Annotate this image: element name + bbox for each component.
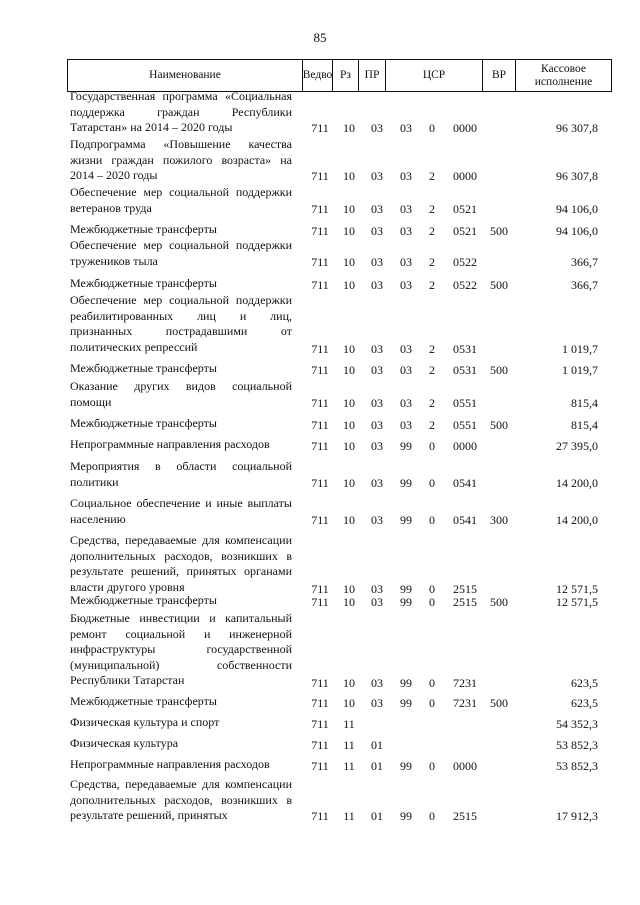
row-vedo: 711 <box>311 439 329 453</box>
row-csr2: 0 <box>429 676 435 690</box>
row-csr3: 0521 <box>453 224 477 238</box>
row-vedo: 711 <box>311 759 329 773</box>
row-csr2: 0 <box>429 582 435 596</box>
row-csr2: 0 <box>429 513 435 527</box>
row-rz: 10 <box>343 202 355 216</box>
row-name: Средства, передаваемые для компенсации дополнительных расходов, возникших в результате решений, принятых <box>70 777 292 822</box>
row-sum: 96 307,8 <box>556 121 598 135</box>
row-vedo: 711 <box>311 396 329 410</box>
row-pr: 03 <box>371 513 383 527</box>
table-row <box>0 715 640 732</box>
row-vr: 500 <box>490 224 508 238</box>
row-name: Обеспечение мер социальной поддержки ветеранов труда <box>70 185 292 215</box>
row-sum: 366,7 <box>571 255 598 269</box>
row-vedo: 711 <box>311 513 329 527</box>
row-rz: 10 <box>343 595 355 609</box>
row-csr1: 03 <box>400 121 412 135</box>
row-name: Межбюджетные трансферты <box>70 416 217 430</box>
table-row <box>0 459 640 491</box>
row-name: Обеспечение мер социальной поддержки реабилитированных лиц и лиц, признанных пострадавшими от политических репрессий <box>70 293 292 354</box>
table-row <box>0 238 640 270</box>
row-vedo: 711 <box>311 476 329 490</box>
row-sum: 94 106,0 <box>556 224 598 238</box>
row-csr1: 03 <box>400 363 412 377</box>
row-vr: 300 <box>490 513 508 527</box>
row-name: Межбюджетные трансферты <box>70 276 217 290</box>
row-csr1: 99 <box>400 595 412 609</box>
row-vedo: 711 <box>311 595 329 609</box>
header-rz: Рз <box>333 60 359 91</box>
row-rz: 10 <box>343 169 355 183</box>
row-rz: 10 <box>343 439 355 453</box>
row-csr3: 0000 <box>453 169 477 183</box>
row-pr: 03 <box>371 342 383 356</box>
row-pr: 03 <box>371 121 383 135</box>
row-pr: 01 <box>371 738 383 752</box>
table-row <box>0 293 640 357</box>
row-name: Подпрограмма «Повышение качества жизни граждан пожилого возраста» на 2014 – 2020 годы <box>70 137 292 182</box>
row-sum: 96 307,8 <box>556 169 598 183</box>
header-pr: ПР <box>359 60 386 91</box>
row-sum: 815,4 <box>571 418 598 432</box>
row-sum: 12 571,5 <box>556 595 598 609</box>
row-csr1: 99 <box>400 759 412 773</box>
row-csr2: 0 <box>429 476 435 490</box>
row-csr1: 99 <box>400 476 412 490</box>
row-vr: 500 <box>490 418 508 432</box>
table-row <box>0 437 640 454</box>
row-csr3: 0541 <box>453 476 477 490</box>
row-sum: 623,5 <box>571 676 598 690</box>
row-vedo: 711 <box>311 809 329 823</box>
row-csr2: 0 <box>429 439 435 453</box>
row-rz: 10 <box>343 363 355 377</box>
row-csr3: 0531 <box>453 342 477 356</box>
row-rz: 10 <box>343 121 355 135</box>
row-sum: 366,7 <box>571 278 598 292</box>
row-name: Непрограммные направления расходов <box>70 437 270 451</box>
row-rz: 10 <box>343 342 355 356</box>
row-csr1: 03 <box>400 255 412 269</box>
row-pr: 03 <box>371 396 383 410</box>
row-name: Средства, передаваемые для компенсации дополнительных расходов, возникших в результате решений, принятых органами власти другого уровня <box>70 533 292 594</box>
row-sum: 12 571,5 <box>556 582 598 596</box>
row-sum: 17 912,3 <box>556 809 598 823</box>
header-csr: ЦСР <box>386 60 483 91</box>
row-rz: 11 <box>343 717 355 731</box>
header-kass: Кассовое исполнение <box>534 62 593 88</box>
row-csr2: 0 <box>429 595 435 609</box>
table-row <box>0 416 640 433</box>
row-rz: 11 <box>343 759 355 773</box>
row-name: Межбюджетные трансферты <box>70 222 217 236</box>
table-row <box>0 89 640 136</box>
header-vedo: Ведво <box>303 60 333 91</box>
row-name: Физическая культура и спорт <box>70 715 220 729</box>
row-csr2: 2 <box>429 278 435 292</box>
row-vedo: 711 <box>311 202 329 216</box>
row-pr: 03 <box>371 202 383 216</box>
row-csr3: 0531 <box>453 363 477 377</box>
row-vedo: 711 <box>311 676 329 690</box>
row-sum: 54 352,3 <box>556 717 598 731</box>
header-vr: ВР <box>483 60 516 91</box>
row-vedo: 711 <box>311 582 329 596</box>
row-csr3: 0551 <box>453 396 477 410</box>
table-header <box>67 59 612 92</box>
row-csr2: 2 <box>429 418 435 432</box>
row-name: Межбюджетные трансферты <box>70 694 217 708</box>
row-name: Обеспечение мер социальной поддержки тружеников тыла <box>70 238 292 268</box>
row-csr1: 03 <box>400 418 412 432</box>
row-csr3: 2515 <box>453 809 477 823</box>
row-csr2: 2 <box>429 169 435 183</box>
row-vedo: 711 <box>311 363 329 377</box>
row-pr: 03 <box>371 476 383 490</box>
table-row <box>0 222 640 239</box>
row-sum: 623,5 <box>571 696 598 710</box>
row-rz: 10 <box>343 418 355 432</box>
row-csr1: 03 <box>400 224 412 238</box>
row-pr: 03 <box>371 363 383 377</box>
table-row <box>0 777 640 824</box>
row-pr: 01 <box>371 759 383 773</box>
row-csr3: 0522 <box>453 255 477 269</box>
row-name: Межбюджетные трансферты <box>70 361 217 375</box>
row-vr: 500 <box>490 363 508 377</box>
row-vedo: 711 <box>311 717 329 731</box>
row-vr: 500 <box>490 278 508 292</box>
row-pr: 03 <box>371 582 383 596</box>
row-sum: 53 852,3 <box>556 738 598 752</box>
row-csr2: 2 <box>429 396 435 410</box>
row-csr1: 99 <box>400 439 412 453</box>
row-vedo: 711 <box>311 418 329 432</box>
page-number: 85 <box>313 30 327 45</box>
row-sum: 53 852,3 <box>556 759 598 773</box>
row-csr1: 99 <box>400 696 412 710</box>
row-name: Социальное обеспечение и иные выплаты населению <box>70 496 292 526</box>
row-rz: 11 <box>343 809 355 823</box>
row-pr: 03 <box>371 439 383 453</box>
row-csr1: 99 <box>400 582 412 596</box>
row-sum: 94 106,0 <box>556 202 598 216</box>
row-csr2: 2 <box>429 224 435 238</box>
row-csr3: 0541 <box>453 513 477 527</box>
row-rz: 10 <box>343 476 355 490</box>
row-csr3: 7231 <box>453 676 477 690</box>
table-row <box>0 185 640 217</box>
row-pr: 03 <box>371 169 383 183</box>
row-csr3: 0000 <box>453 121 477 135</box>
table-row <box>0 379 640 411</box>
row-name: Межбюджетные трансферты <box>70 593 217 607</box>
row-csr1: 03 <box>400 278 412 292</box>
row-csr3: 2515 <box>453 582 477 596</box>
row-csr2: 0 <box>429 809 435 823</box>
row-vedo: 711 <box>311 342 329 356</box>
row-rz: 10 <box>343 582 355 596</box>
row-vedo: 711 <box>311 278 329 292</box>
row-csr1: 03 <box>400 342 412 356</box>
row-sum: 27 395,0 <box>556 439 598 453</box>
row-csr2: 2 <box>429 255 435 269</box>
row-csr1: 99 <box>400 809 412 823</box>
row-csr3: 0522 <box>453 278 477 292</box>
row-csr3: 0000 <box>453 759 477 773</box>
table-row <box>0 694 640 711</box>
row-name: Непрограммные направления расходов <box>70 757 270 771</box>
header-name: Наименование <box>68 60 303 91</box>
row-csr3: 0551 <box>453 418 477 432</box>
row-rz: 10 <box>343 255 355 269</box>
table-row <box>0 736 640 753</box>
row-csr2: 0 <box>429 121 435 135</box>
table-row <box>0 593 640 610</box>
table-row <box>0 361 640 378</box>
row-csr1: 99 <box>400 513 412 527</box>
row-csr3: 0521 <box>453 202 477 216</box>
row-sum: 14 200,0 <box>556 476 598 490</box>
row-vedo: 711 <box>311 738 329 752</box>
row-sum: 1 019,7 <box>562 342 598 356</box>
row-pr: 03 <box>371 676 383 690</box>
row-vedo: 711 <box>311 696 329 710</box>
row-vedo: 711 <box>311 169 329 183</box>
row-name: Мероприятия в области социальной политики <box>70 459 292 489</box>
row-csr2: 0 <box>429 696 435 710</box>
row-pr: 03 <box>371 278 383 292</box>
table-row <box>0 276 640 293</box>
row-pr: 03 <box>371 255 383 269</box>
row-csr1: 03 <box>400 396 412 410</box>
row-csr1: 99 <box>400 676 412 690</box>
row-name: Бюджетные инвестиции и капитальный ремонт социальной и инженерной инфраструктуры государственной (муниципальной) собственности Республики Татарстан <box>70 611 292 687</box>
row-pr: 01 <box>371 809 383 823</box>
row-name: Государственная программа «Социальная поддержка граждан Республики Татарстан» на 2014 – 2020 годы <box>70 89 292 134</box>
row-sum: 815,4 <box>571 396 598 410</box>
row-rz: 10 <box>343 513 355 527</box>
row-pr: 03 <box>371 595 383 609</box>
table-row <box>0 496 640 528</box>
row-sum: 14 200,0 <box>556 513 598 527</box>
row-rz: 11 <box>343 738 355 752</box>
row-csr1: 03 <box>400 169 412 183</box>
row-csr1: 03 <box>400 202 412 216</box>
row-vr: 500 <box>490 595 508 609</box>
row-pr: 03 <box>371 696 383 710</box>
row-pr: 03 <box>371 418 383 432</box>
row-pr: 03 <box>371 224 383 238</box>
row-csr2: 2 <box>429 363 435 377</box>
row-rz: 10 <box>343 224 355 238</box>
table-row <box>0 533 640 597</box>
row-rz: 10 <box>343 696 355 710</box>
row-csr3: 2515 <box>453 595 477 609</box>
table-row <box>0 137 640 184</box>
row-rz: 10 <box>343 278 355 292</box>
row-vedo: 711 <box>311 224 329 238</box>
row-csr2: 0 <box>429 759 435 773</box>
row-csr2: 2 <box>429 342 435 356</box>
row-name: Оказание других видов социальной помощи <box>70 379 292 409</box>
row-vr: 500 <box>490 696 508 710</box>
table-row <box>0 611 640 691</box>
table-row <box>0 757 640 774</box>
row-name: Физическая культура <box>70 736 179 750</box>
row-sum: 1 019,7 <box>562 363 598 377</box>
row-rz: 10 <box>343 676 355 690</box>
row-csr3: 7231 <box>453 696 477 710</box>
row-vedo: 711 <box>311 255 329 269</box>
row-csr3: 0000 <box>453 439 477 453</box>
row-vedo: 711 <box>311 121 329 135</box>
row-rz: 10 <box>343 396 355 410</box>
row-csr2: 2 <box>429 202 435 216</box>
